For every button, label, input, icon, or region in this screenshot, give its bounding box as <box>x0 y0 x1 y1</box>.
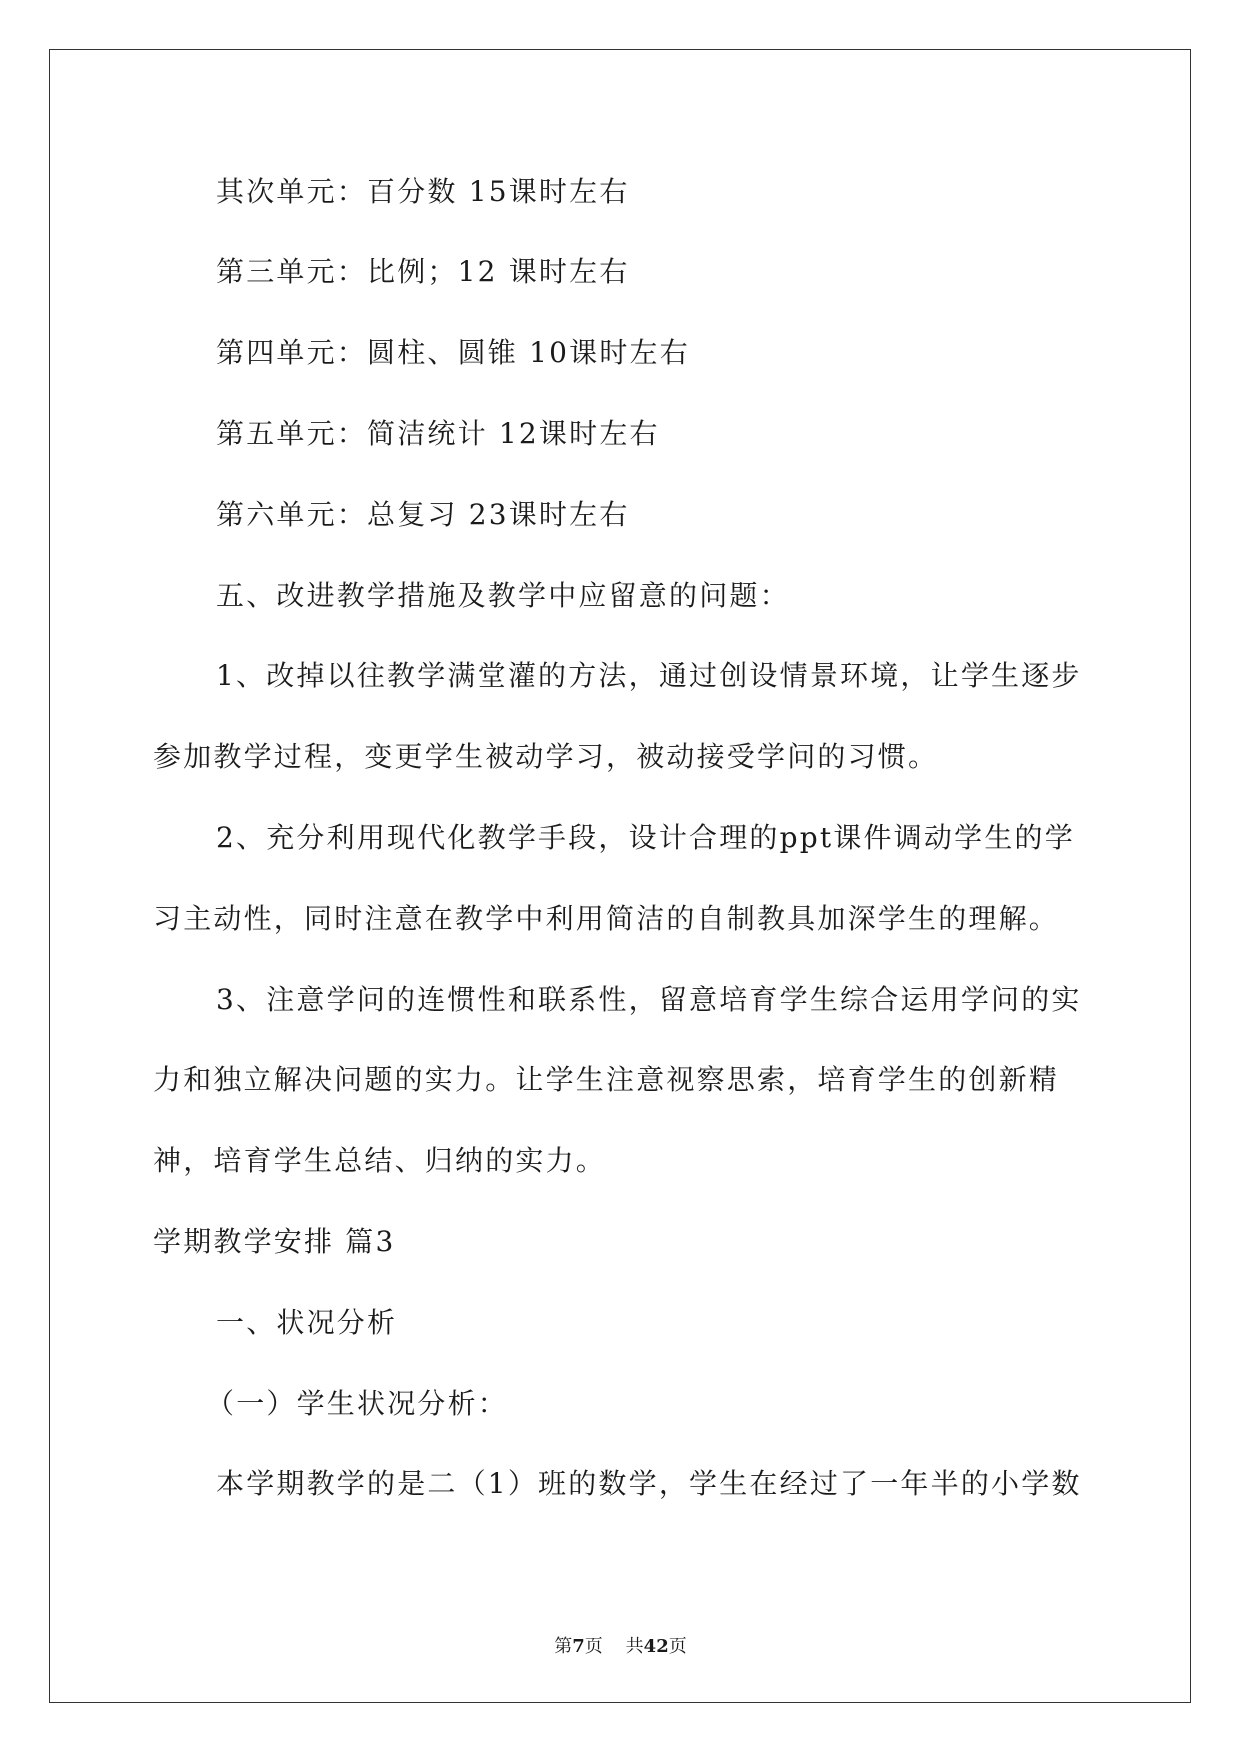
text-line: 2、充分利用现代化教学手段，设计合理的ppt课件调动学生的学 <box>216 821 1075 854</box>
text-line: 参加教学过程，变更学生被动学习，被动接受学问的习惯。 <box>153 740 939 773</box>
text-line: 第三单元：比例；12 课时左右 <box>216 255 630 288</box>
footer-page-prefix: 第 <box>554 1636 573 1657</box>
text-line: 习主动性，同时注意在教学中利用简洁的自制教具加深学生的理解。 <box>153 902 1060 935</box>
footer-total-suffix: 页 <box>668 1636 687 1657</box>
footer-page-number: 7 <box>572 1636 585 1657</box>
text-line: 力和独立解决问题的实力。让学生注意视察思索，培育学生的创新精 <box>153 1063 1060 1096</box>
text-line: 神，培育学生总结、归纳的实力。 <box>153 1144 607 1177</box>
text-line: 本学期教学的是二（1）班的数学，学生在经过了一年半的小学数 <box>216 1467 1082 1500</box>
section-heading: 五、改进教学措施及教学中应留意的问题： <box>216 579 790 612</box>
page-border <box>49 49 1191 1703</box>
page-footer <box>0 1635 1241 1659</box>
footer-total-prefix: 共 <box>625 1636 644 1657</box>
text-line: 1、改掉以往教学满堂灌的方法，通过创设情景环境，让学生逐步 <box>216 659 1082 692</box>
subsection-heading: （一）学生状况分析： <box>206 1387 509 1420</box>
text-line: 第四单元：圆柱、圆锥 10课时左右 <box>216 336 690 369</box>
text-line: 其次单元：百分数 15课时左右 <box>216 175 630 208</box>
section-heading: 一、状况分析 <box>216 1306 398 1339</box>
article-title: 学期教学安排 篇3 <box>153 1225 396 1258</box>
text-line: 第五单元：简洁统计 12课时左右 <box>216 417 660 450</box>
footer-page-suffix: 页 <box>584 1636 603 1657</box>
text-line: 3、注意学问的连惯性和联系性，留意培育学生综合运用学问的实 <box>216 983 1082 1016</box>
text-line: 第六单元：总复习 23课时左右 <box>216 498 630 531</box>
footer-total-pages: 42 <box>643 1636 669 1657</box>
